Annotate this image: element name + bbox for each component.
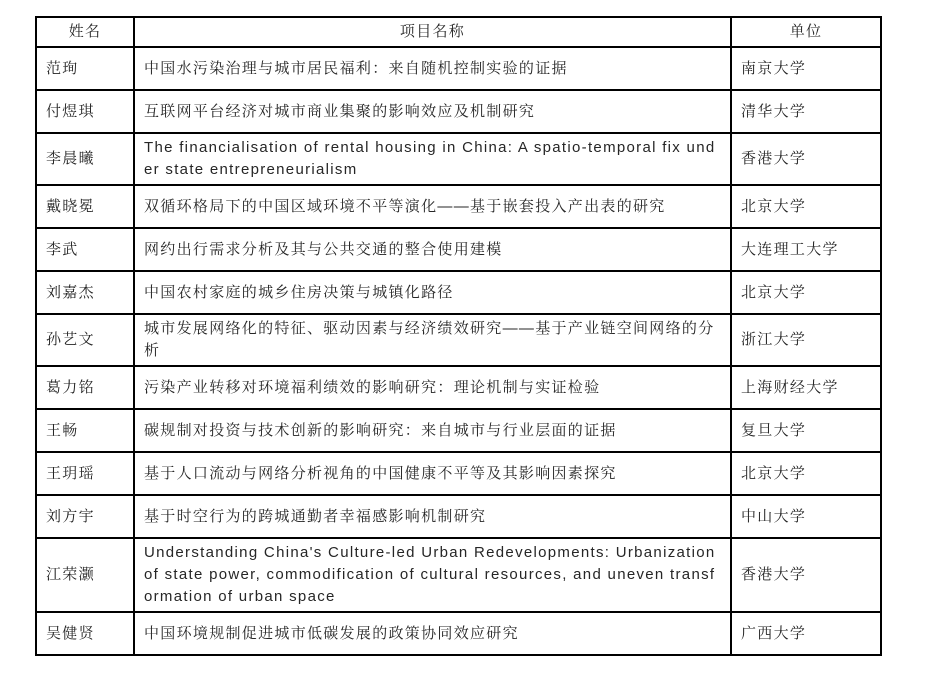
name-cell: 王畅 [36, 409, 134, 452]
name-cell: 吴健贤 [36, 612, 134, 655]
unit-cell: 浙江大学 [731, 314, 881, 366]
project-cell: Understanding China's Culture-led Urban Redevelopments: Urbanization of state power, commodification of cultural resources, and uneven transformation of urban space [134, 538, 731, 612]
table-row [36, 90, 881, 133]
unit-cell: 中山大学 [731, 495, 881, 538]
unit-cell: 大连理工大学 [731, 228, 881, 271]
project-cell: The financialisation of rental housing in China: A spatio-temporal fix under state entrepreneurialism [134, 133, 731, 185]
unit-cell: 南京大学 [731, 47, 881, 90]
header-cell-unit: 单位 [731, 17, 881, 47]
name-cell: 葛力铭 [36, 366, 134, 409]
table-row [36, 133, 881, 185]
project-cell: 网约出行需求分析及其与公共交通的整合使用建模 [134, 228, 731, 271]
project-cell: 中国环境规制促进城市低碳发展的政策协同效应研究 [134, 612, 731, 655]
unit-cell: 香港大学 [731, 133, 881, 185]
unit-cell: 清华大学 [731, 90, 881, 133]
project-cell: 双循环格局下的中国区域环境不平等演化——基于嵌套投入产出表的研究 [134, 185, 731, 228]
project-cell: 污染产业转移对环境福利绩效的影响研究：理论机制与实证检验 [134, 366, 731, 409]
table-row [36, 495, 881, 538]
table-row [36, 612, 881, 655]
unit-cell: 北京大学 [731, 452, 881, 495]
unit-cell: 北京大学 [731, 271, 881, 314]
name-cell: 戴晓冕 [36, 185, 134, 228]
table-row [36, 366, 881, 409]
project-cell: 中国农村家庭的城乡住房决策与城镇化路径 [134, 271, 731, 314]
name-cell: 江荣灏 [36, 538, 134, 612]
project-cell: 基于时空行为的跨城通勤者幸福感影响机制研究 [134, 495, 731, 538]
table-row [36, 228, 881, 271]
project-roster-table [35, 16, 882, 656]
table-row [36, 314, 881, 366]
name-cell: 付煜琪 [36, 90, 134, 133]
unit-cell: 复旦大学 [731, 409, 881, 452]
unit-cell: 广西大学 [731, 612, 881, 655]
table-row [36, 452, 881, 495]
unit-cell: 香港大学 [731, 538, 881, 612]
name-cell: 孙艺文 [36, 314, 134, 366]
project-cell: 碳规制对投资与技术创新的影响研究：来自城市与行业层面的证据 [134, 409, 731, 452]
table-row [36, 185, 881, 228]
header-cell-project: 项目名称 [134, 17, 731, 47]
table-row [36, 47, 881, 90]
project-cell: 中国水污染治理与城市居民福利：来自随机控制实验的证据 [134, 47, 731, 90]
table-body [36, 47, 881, 655]
table-row [36, 271, 881, 314]
name-cell: 范珣 [36, 47, 134, 90]
project-cell: 城市发展网络化的特征、驱动因素与经济绩效研究——基于产业链空间网络的分析 [134, 314, 731, 366]
name-cell: 刘方宇 [36, 495, 134, 538]
project-cell: 基于人口流动与网络分析视角的中国健康不平等及其影响因素探究 [134, 452, 731, 495]
name-cell: 李晨曦 [36, 133, 134, 185]
table-row [36, 538, 881, 612]
name-cell: 王玥瑶 [36, 452, 134, 495]
unit-cell: 上海财经大学 [731, 366, 881, 409]
unit-cell: 北京大学 [731, 185, 881, 228]
project-cell: 互联网平台经济对城市商业集聚的影响效应及机制研究 [134, 90, 731, 133]
header-row [36, 17, 881, 47]
name-cell: 刘嘉杰 [36, 271, 134, 314]
name-cell: 李武 [36, 228, 134, 271]
header-cell-name: 姓名 [36, 17, 134, 47]
table-row [36, 409, 881, 452]
